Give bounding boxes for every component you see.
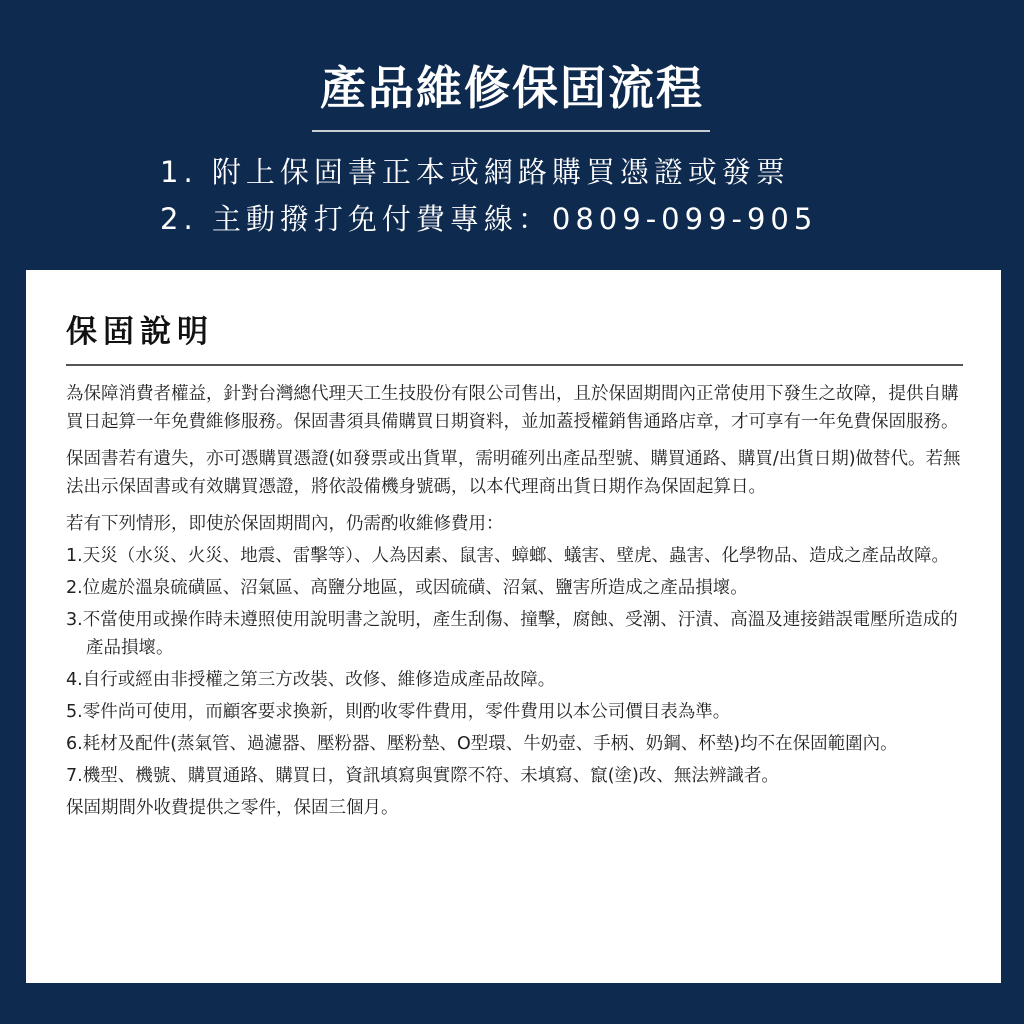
- section-heading: 保固說明: [66, 314, 214, 350]
- warranty-card: [26, 270, 1001, 983]
- list-item: 6.耗材及配件(蒸氣管、過濾器、壓粉器、壓粉墊、O型環、牛奶壺、手柄、奶鋼、杯墊)均不在保固範圍內。: [66, 734, 898, 754]
- list-item: 4.自行或經由非授權之第三方改裝、改修、維修造成產品故障。: [66, 670, 556, 690]
- list-item: 3.不當使用或操作時未遵照使用說明書之說明，產生刮傷、撞擊，腐蝕、受潮、汙漬、高溫及連接錯誤電壓所造成的產品損壞。: [66, 610, 958, 658]
- warranty-content: [66, 380, 966, 822]
- header-banner: [0, 0, 1024, 270]
- list-item: 5.零件尚可使用，而顧客要求換新，則酌收零件費用，零件費用以本公司價目表為準。: [66, 702, 731, 722]
- lost-card-paragraph: 保固書若有遺失，亦可憑購買憑證(如發票或出貨單，需明確列出產品型號、購買通路、購買/出貨日期)做替代。若無法出示保固書或有效購買憑證，將依設備機身號碼，以本代理商出貨日期作為保固起算日。: [66, 449, 961, 497]
- intro-paragraph: 為保障消費者權益，針對台灣總代理天工生技股份有限公司售出，且於保固期間內正常使用下發生之故障，提供自購買日起算一年免費維修服務。保固書須具備購買日期資料，並加蓋授權銷售通路店章，才可享有一年免費保固服務。: [66, 384, 959, 432]
- list-item: 7.機型、機號、購買通路、購買日，資訊填寫與實際不符、未填寫、竄(塗)改、無法辨識者。: [66, 766, 779, 786]
- page-title: 產品維修保固流程: [320, 61, 704, 115]
- step-2-hotline: 2. 主動撥打免付費專線：0809-099-905: [160, 202, 818, 236]
- fee-lead-text: 若有下列情形，即使於保固期間內，仍需酌收維修費用：: [66, 514, 504, 534]
- step-1: 1. 附上保固書正本或網路購買憑證或發票: [160, 155, 790, 189]
- parts-warranty-note: 保固期間外收費提供之零件，保固三個月。: [66, 798, 399, 818]
- list-item: 1.天災（水災、火災、地震、雷擊等）、人為因素、鼠害、蟑螂、蟻害、壁虎、蟲害、化學物品、造成之產品故障。: [66, 546, 949, 566]
- title-divider: [312, 130, 710, 132]
- section-divider: [66, 364, 963, 366]
- list-item: 2.位處於溫泉硫磺區、沼氣區、高鹽分地區，或因硫磺、沼氣、鹽害所造成之產品損壞。: [66, 578, 748, 598]
